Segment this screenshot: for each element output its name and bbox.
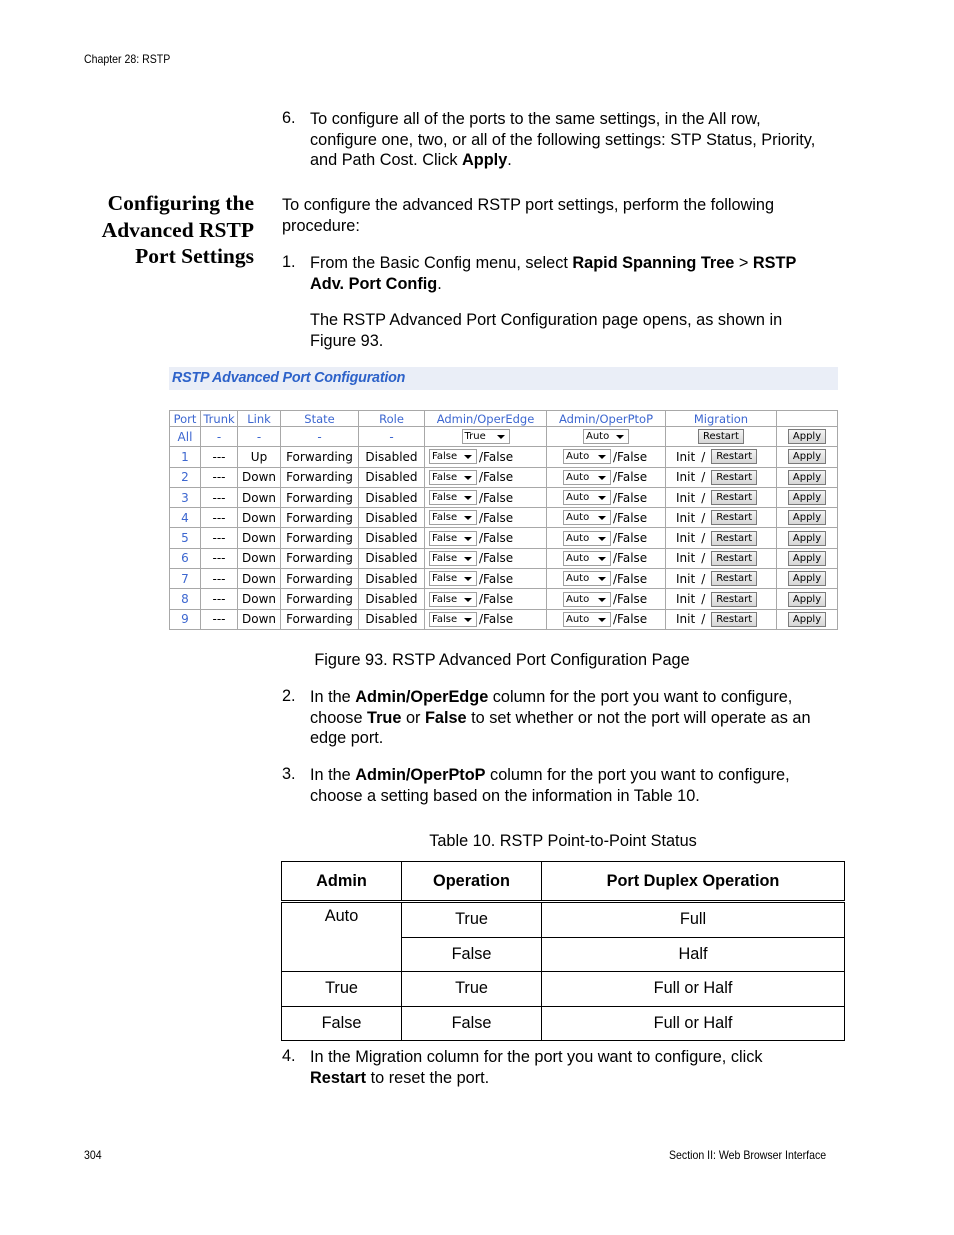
- edge-select[interactable]: False: [429, 551, 477, 566]
- role-cell: Disabled: [359, 528, 425, 548]
- ptop-oper-value: /False: [613, 551, 648, 566]
- step-1-line2: Adv. Port Config.: [310, 274, 442, 293]
- port-link[interactable]: 8: [170, 589, 201, 609]
- role-cell: Disabled: [359, 589, 425, 609]
- col-state: State: [281, 411, 359, 427]
- step-2-line2: choose True or False to set whether or not the port will operate as an: [310, 708, 811, 727]
- migration-cell-group: [666, 592, 776, 607]
- migration-status: Init: [676, 571, 696, 586]
- table-row: [170, 528, 838, 548]
- table-10-caption: Table 10. RSTP Point-to-Point Status: [429, 832, 697, 850]
- migration-cell: [666, 487, 777, 507]
- migration-cell: [666, 508, 777, 528]
- step-3-line1: In the Admin/OperPtoP column for the port you want to configure,: [310, 766, 790, 784]
- all-state: -: [281, 427, 359, 447]
- ptop-cell: [547, 548, 666, 568]
- all-apply-cell: [777, 427, 838, 447]
- ptop-oper-value: /False: [613, 490, 648, 505]
- trunk-cell: ---: [201, 508, 238, 528]
- state-cell: Forwarding: [281, 508, 359, 528]
- ptop-oper-value: /False: [613, 449, 648, 464]
- duplex-cell: Full or Half: [542, 1006, 845, 1041]
- step-3-number: 3.: [282, 765, 296, 783]
- state-cell: Forwarding: [281, 609, 359, 629]
- edge-cell-group: [425, 490, 546, 505]
- migration-status: Init: [676, 490, 696, 505]
- ptop-cell-group: [547, 612, 665, 627]
- section-footer: Section II: Web Browser Interface: [669, 1148, 827, 1162]
- link-cell: Down: [238, 569, 281, 589]
- step-1-note-line2: Figure 93.: [310, 331, 384, 350]
- step-1-line1: From the Basic Config menu, select Rapid Spanning Tree > RSTP: [310, 254, 797, 272]
- ptop-select[interactable]: Auto: [563, 592, 611, 607]
- role-cell: Disabled: [359, 508, 425, 528]
- edge-oper-value: /False: [479, 612, 514, 627]
- restart-button[interactable]: Restart: [711, 490, 757, 505]
- all-edge-cell: [425, 427, 547, 447]
- edge-select[interactable]: False: [429, 592, 477, 607]
- operation-cell: True: [402, 902, 542, 938]
- edge-oper-value: /False: [479, 490, 514, 505]
- migration-cell: [666, 548, 777, 568]
- migration-cell: [666, 589, 777, 609]
- port-link[interactable]: 3: [170, 487, 201, 507]
- table-row: [170, 589, 838, 609]
- ptop-cell: [547, 447, 666, 467]
- trunk-cell: ---: [201, 569, 238, 589]
- link-cell: Down: [238, 609, 281, 629]
- ptop-cell-group: [547, 490, 665, 505]
- edge-select[interactable]: False: [429, 470, 477, 485]
- admin-cell: True: [282, 972, 402, 1007]
- edge-oper-value: /False: [479, 551, 514, 566]
- col-admin-operedge: Admin/OperEdge: [425, 411, 547, 427]
- apply-button[interactable]: Apply: [788, 449, 826, 464]
- step-4-number: 4.: [282, 1047, 296, 1065]
- col-port: Port: [170, 411, 201, 427]
- edge-cell-group: [425, 551, 546, 566]
- migration-cell-group: [666, 551, 776, 566]
- col-admin-operptop: Admin/OperPtoP: [547, 411, 666, 427]
- intro-line1: To configure the advanced RSTP port settings, perform the following: [282, 196, 775, 214]
- apply-button[interactable]: Apply: [788, 510, 826, 525]
- edge-cell-group: [425, 531, 546, 546]
- apply-cell: [777, 467, 838, 487]
- role-cell: Disabled: [359, 487, 425, 507]
- link-cell: Down: [238, 548, 281, 568]
- ptop-select[interactable]: Auto: [563, 612, 611, 627]
- step-2-line3: edge port.: [310, 729, 384, 748]
- restart-button[interactable]: Restart: [711, 449, 757, 464]
- step-1-text: [310, 253, 850, 351]
- table-row: [170, 467, 838, 487]
- col-migration: Migration: [666, 411, 777, 427]
- operation-cell: True: [402, 972, 542, 1007]
- all-restart-button[interactable]: Restart: [698, 429, 744, 444]
- edge-cell-group: [425, 612, 546, 627]
- step-1-number: 1.: [282, 253, 296, 271]
- edge-oper-value: /False: [479, 592, 514, 607]
- ptop-cell-group: [547, 449, 665, 464]
- edge-oper-value: /False: [479, 571, 514, 586]
- ptop-select[interactable]: Auto: [563, 490, 611, 505]
- col-apply: [777, 411, 838, 427]
- apply-cell: [777, 609, 838, 629]
- link-cell: Down: [238, 528, 281, 548]
- edge-cell: [425, 548, 547, 568]
- migration-cell: [666, 528, 777, 548]
- migration-cell: [666, 569, 777, 589]
- port-link[interactable]: 4: [170, 508, 201, 528]
- role-cell: Disabled: [359, 447, 425, 467]
- apply-button[interactable]: Apply: [788, 490, 826, 505]
- table-row: [282, 902, 845, 938]
- col-admin: Admin: [282, 862, 402, 902]
- role-cell: Disabled: [359, 569, 425, 589]
- ptop-oper-value: /False: [613, 531, 648, 546]
- apply-cell: [777, 569, 838, 589]
- all-row: [170, 427, 838, 447]
- apply-cell: [777, 508, 838, 528]
- migration-cell-group: [666, 531, 776, 546]
- migration-cell-group: [666, 490, 776, 505]
- trunk-cell: ---: [201, 467, 238, 487]
- apply-button[interactable]: Apply: [788, 470, 826, 485]
- edge-oper-value: /False: [479, 449, 514, 464]
- table-header-row: [170, 411, 838, 427]
- migration-cell-group: [666, 612, 776, 627]
- migration-status: Init: [676, 612, 696, 627]
- ptop-select[interactable]: Auto: [563, 449, 611, 464]
- step-4-line2: Restart to reset the port.: [310, 1068, 490, 1087]
- edge-select[interactable]: False: [429, 612, 477, 627]
- edge-cell: [425, 528, 547, 548]
- edge-select[interactable]: False: [429, 449, 477, 464]
- edge-cell: [425, 508, 547, 528]
- state-cell: Forwarding: [281, 447, 359, 467]
- ptop-oper-value: /False: [613, 592, 648, 607]
- state-cell: Forwarding: [281, 589, 359, 609]
- apply-cell: [777, 447, 838, 467]
- role-cell: Disabled: [359, 548, 425, 568]
- restart-button[interactable]: Restart: [711, 510, 757, 525]
- all-apply-button[interactable]: Apply: [788, 429, 826, 444]
- ptop-select[interactable]: Auto: [563, 531, 611, 546]
- apply-cell: [777, 589, 838, 609]
- all-ptop-cell: [547, 427, 666, 447]
- restart-button[interactable]: Restart: [711, 551, 757, 566]
- migration-status: Init: [676, 449, 696, 464]
- table-row: [170, 508, 838, 528]
- ptop-oper-value: /False: [613, 612, 648, 627]
- migration-separator: /: [701, 470, 706, 485]
- col-port-duplex: Port Duplex Operation: [542, 862, 845, 902]
- ptop-cell-group: [547, 510, 665, 525]
- apply-cell: [777, 487, 838, 507]
- ptop-cell-group: [547, 592, 665, 607]
- ptop-cell-group: [547, 571, 665, 586]
- migration-cell-group: [666, 449, 776, 464]
- migration-status: Init: [676, 470, 696, 485]
- step-4-line1: In the Migration column for the port you want to configure, click: [310, 1048, 763, 1066]
- edge-select[interactable]: False: [429, 571, 477, 586]
- all-migration-cell: [666, 427, 777, 447]
- link-cell: Down: [238, 487, 281, 507]
- col-link: Link: [238, 411, 281, 427]
- edge-cell: [425, 609, 547, 629]
- migration-status: Init: [676, 592, 696, 607]
- migration-cell: [666, 609, 777, 629]
- intro-paragraph: [282, 195, 842, 236]
- table-row: [282, 1006, 845, 1041]
- all-link: -: [238, 427, 281, 447]
- restart-button[interactable]: Restart: [711, 612, 757, 627]
- apply-cell: [777, 528, 838, 548]
- table-row: [282, 972, 845, 1007]
- migration-separator: /: [701, 531, 706, 546]
- trunk-cell: ---: [201, 528, 238, 548]
- port-link[interactable]: 5: [170, 528, 201, 548]
- apply-cell: [777, 548, 838, 568]
- ptop-cell: [547, 528, 666, 548]
- migration-separator: /: [701, 551, 706, 566]
- step-6-line3: and Path Cost. Click Apply.: [310, 151, 512, 170]
- apply-button[interactable]: Apply: [788, 551, 826, 566]
- all-edge-select[interactable]: True: [462, 429, 510, 444]
- table-10-header: [282, 862, 845, 902]
- state-cell: Forwarding: [281, 548, 359, 568]
- ptop-cell: [547, 467, 666, 487]
- state-cell: Forwarding: [281, 487, 359, 507]
- restart-button[interactable]: Restart: [711, 592, 757, 607]
- migration-cell-group: [666, 571, 776, 586]
- ptop-select[interactable]: Auto: [563, 551, 611, 566]
- ptop-oper-value: /False: [613, 571, 648, 586]
- figure-title: RSTP Advanced Port Configuration: [172, 370, 406, 386]
- migration-separator: /: [701, 510, 706, 525]
- col-role: Role: [359, 411, 425, 427]
- step-3-text: [310, 765, 850, 806]
- step-6-line1: To configure all of the ports to the same settings, in the All row,: [310, 110, 761, 128]
- ptop-oper-value: /False: [613, 510, 648, 525]
- step-6-text: [310, 109, 850, 171]
- edge-oper-value: /False: [479, 531, 514, 546]
- operation-cell: False: [402, 1006, 542, 1041]
- restart-button[interactable]: Restart: [711, 470, 757, 485]
- ptop-oper-value: /False: [613, 470, 648, 485]
- step-2-text: [310, 687, 850, 749]
- migration-status: Init: [676, 510, 696, 525]
- section-heading-line3: Port Settings: [135, 244, 254, 268]
- edge-cell-group: [425, 510, 546, 525]
- all-role: -: [359, 427, 425, 447]
- figure-caption: Figure 93. RSTP Advanced Port Configuration Page: [314, 651, 690, 669]
- restart-button[interactable]: Restart: [711, 571, 757, 586]
- migration-separator: /: [701, 592, 706, 607]
- duplex-cell: Half: [542, 937, 845, 972]
- admin-cell: False: [282, 1006, 402, 1041]
- edge-cell: [425, 487, 547, 507]
- port-link[interactable]: 9: [170, 609, 201, 629]
- step-6-number: 6.: [282, 109, 296, 127]
- edge-cell-group: [425, 470, 546, 485]
- edge-oper-value: /False: [479, 470, 514, 485]
- section-heading-line2: Advanced RSTP: [101, 217, 254, 242]
- ptp-status-table: [281, 861, 845, 1041]
- migration-status: Init: [676, 531, 696, 546]
- edge-cell-group: [425, 571, 546, 586]
- role-cell: Disabled: [359, 609, 425, 629]
- ptop-cell-group: [547, 551, 665, 566]
- edge-select[interactable]: False: [429, 531, 477, 546]
- ptop-select[interactable]: Auto: [563, 571, 611, 586]
- duplex-cell: Full or Half: [542, 972, 845, 1007]
- ptop-cell-group: [547, 470, 665, 485]
- edge-cell: [425, 447, 547, 467]
- step-2-line1: In the Admin/OperEdge column for the port you want to configure,: [310, 688, 793, 706]
- migration-cell-group: [666, 510, 776, 525]
- ptop-select[interactable]: Auto: [563, 470, 611, 485]
- step-4-text: [310, 1047, 850, 1088]
- chapter-header: Chapter 28: RSTP: [84, 52, 171, 66]
- table-row: [170, 569, 838, 589]
- col-operation: Operation: [402, 862, 542, 902]
- port-link[interactable]: 2: [170, 467, 201, 487]
- all-port-link[interactable]: All: [170, 427, 201, 447]
- apply-button[interactable]: Apply: [788, 612, 826, 627]
- role-cell: Disabled: [359, 467, 425, 487]
- trunk-cell: ---: [201, 487, 238, 507]
- edge-cell-group: [425, 449, 546, 464]
- edge-cell: [425, 467, 547, 487]
- state-cell: Forwarding: [281, 467, 359, 487]
- trunk-cell: ---: [201, 447, 238, 467]
- link-cell: Down: [238, 467, 281, 487]
- port-link[interactable]: 7: [170, 569, 201, 589]
- restart-button[interactable]: Restart: [711, 531, 757, 546]
- edge-cell: [425, 589, 547, 609]
- apply-button[interactable]: Apply: [788, 571, 826, 586]
- ptop-select[interactable]: Auto: [563, 510, 611, 525]
- admin-cell: Auto: [282, 902, 402, 972]
- edge-select[interactable]: False: [429, 510, 477, 525]
- trunk-cell: ---: [201, 609, 238, 629]
- state-cell: Forwarding: [281, 528, 359, 548]
- section-heading-line1: Configuring the: [107, 191, 254, 215]
- all-trunk: -: [201, 427, 238, 447]
- step-1-note-line1: The RSTP Advanced Port Configuration page opens, as shown in: [310, 311, 783, 330]
- port-link[interactable]: 6: [170, 548, 201, 568]
- link-cell: Down: [238, 508, 281, 528]
- operation-cell: False: [402, 937, 542, 972]
- table-row: [170, 548, 838, 568]
- edge-cell-group: [425, 592, 546, 607]
- edge-oper-value: /False: [479, 510, 514, 525]
- ptop-cell: [547, 609, 666, 629]
- migration-status: Init: [676, 551, 696, 566]
- ptop-cell: [547, 487, 666, 507]
- step-3-line2: choose a setting based on the information in Table 10.: [310, 786, 700, 805]
- port-link[interactable]: 1: [170, 447, 201, 467]
- rstp-port-config-table: [169, 410, 838, 630]
- trunk-cell: ---: [201, 589, 238, 609]
- migration-separator: /: [701, 449, 706, 464]
- step-6-line2: configure one, two, or all of the following settings: STP Status, Priority,: [310, 130, 816, 149]
- ptop-cell: [547, 569, 666, 589]
- state-cell: Forwarding: [281, 569, 359, 589]
- duplex-cell: Full: [542, 902, 845, 938]
- ptop-cell-group: [547, 531, 665, 546]
- migration-cell: [666, 447, 777, 467]
- table-row: [170, 487, 838, 507]
- edge-cell: [425, 569, 547, 589]
- link-cell: Down: [238, 589, 281, 609]
- table-row: [170, 447, 838, 467]
- table-row: [170, 609, 838, 629]
- migration-cell: [666, 467, 777, 487]
- edge-select[interactable]: False: [429, 490, 477, 505]
- link-cell: Up: [238, 447, 281, 467]
- all-ptop-select[interactable]: Auto: [583, 429, 629, 444]
- col-trunk: Trunk: [201, 411, 238, 427]
- migration-separator: /: [701, 490, 706, 505]
- intro-line2: procedure:: [282, 216, 360, 235]
- apply-emphasis: Apply: [462, 151, 508, 170]
- section-heading: [54, 190, 254, 270]
- ptop-cell: [547, 508, 666, 528]
- migration-cell-group: [666, 470, 776, 485]
- apply-button[interactable]: Apply: [788, 592, 826, 607]
- page-number: 304: [84, 1148, 102, 1162]
- migration-separator: /: [701, 612, 706, 627]
- trunk-cell: ---: [201, 548, 238, 568]
- ptop-cell: [547, 589, 666, 609]
- step-2-number: 2.: [282, 687, 296, 705]
- migration-separator: /: [701, 571, 706, 586]
- apply-button[interactable]: Apply: [788, 531, 826, 546]
